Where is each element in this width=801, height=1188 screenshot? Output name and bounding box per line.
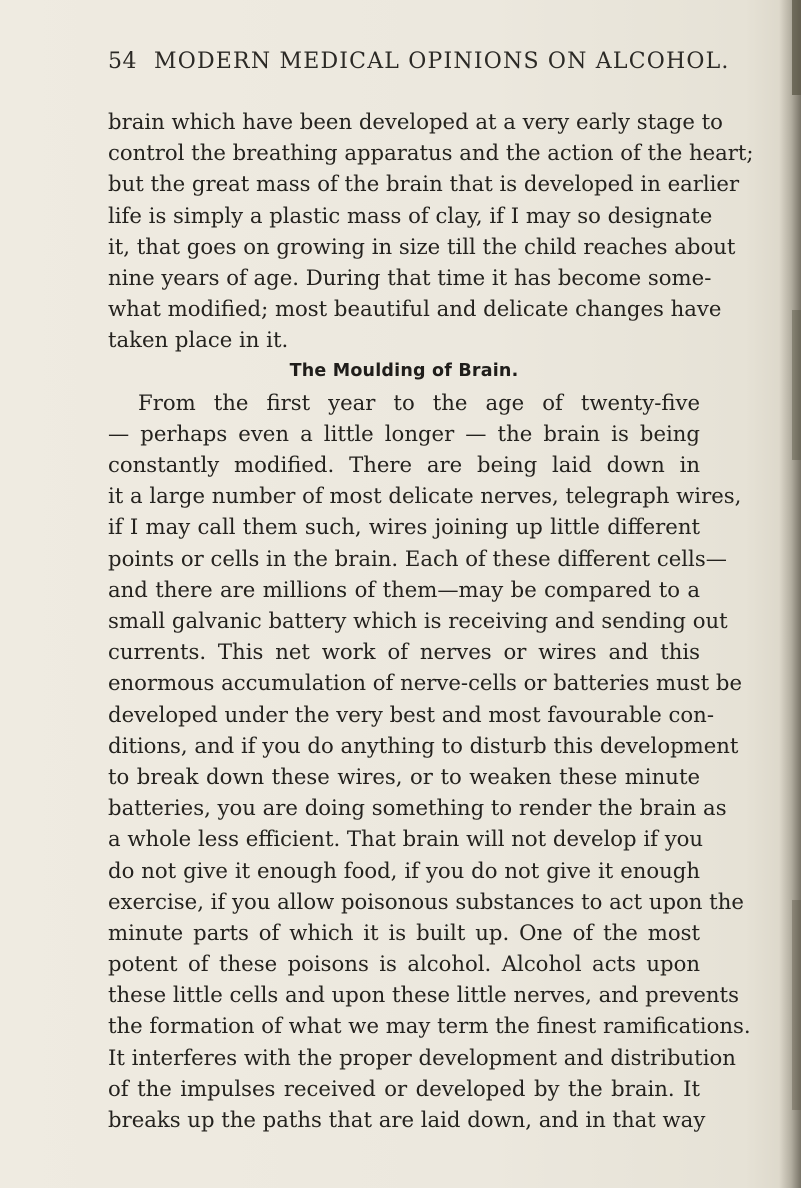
text-line: taken place in it. <box>108 327 289 353</box>
text-line: minute parts of which it is built up. One of the most <box>108 919 700 945</box>
text-line: enormous accumulation of nerve-cells or batteries must be <box>108 670 743 696</box>
text-line: it a large number of most delicate nerves, telegraph wires, <box>108 483 742 509</box>
page-edge-mark-middle <box>792 310 801 460</box>
text-line: but the great mass of the brain that is developed in earlier <box>108 171 740 197</box>
page-edge-mark-top <box>792 0 801 95</box>
text-line: brain which have been developed at a very early stage to <box>108 109 723 134</box>
text-line: of the impulses received or developed by the brain. It <box>108 1075 700 1101</box>
page-edge-mark-lower <box>792 900 801 1110</box>
text-line: small galvanic battery which is receiving and sending out <box>108 608 728 633</box>
text-line: developed under the very best and most favourable con- <box>108 701 714 727</box>
text-line: these little cells and upon these little nerves, and prevents <box>108 982 739 1008</box>
text-line: control the breathing apparatus and the action of the heart; <box>108 140 754 166</box>
body-text <box>108 106 754 1135</box>
text-line: a whole less efficient. That brain will not develop if you <box>108 826 704 852</box>
text-line: From the first year to the age of twenty-five <box>138 389 700 415</box>
page-header <box>108 49 730 83</box>
text-line: — perhaps even a little longer — the brain is being <box>108 420 700 446</box>
text-line: constantly modified. There are being laid down in <box>108 452 700 478</box>
text-line: nine years of age. During that time it has become some- <box>108 264 712 290</box>
text-line: currents. This net work of nerves or wires and this <box>108 639 700 665</box>
text-line: points or cells in the brain. Each of these different cells— <box>108 545 727 571</box>
text-line: exercise, if you allow poisonous substances to act upon the <box>108 888 744 914</box>
text-line: and there are millions of them—may be compared to a <box>108 576 700 602</box>
text-line: if I may call them such, wires joining up little different <box>108 514 700 540</box>
text-line: batteries, you are doing something to render the brain as <box>108 795 727 821</box>
text-line: to break down these wires, or to weaken these minute <box>108 763 700 789</box>
text-line: potent of these poisons is alcohol. Alcohol acts upon <box>108 951 700 977</box>
text-line: ditions, and if you do anything to disturb this development <box>108 732 739 758</box>
section-subheading: The Moulding of Brain. <box>289 360 519 381</box>
running-head: MODERN MEDICAL OPINIONS ON ALCOHOL. <box>154 49 730 74</box>
text-line: what modified; most beautiful and delicate changes have <box>108 296 722 322</box>
text-line: It interferes with the proper development and distribution <box>108 1044 736 1070</box>
text-line: breaks up the paths that are laid down, and in that way <box>108 1107 706 1132</box>
text-line: it, that goes on growing in size till the child reaches about <box>108 233 736 259</box>
text-line: the formation of what we may term the finest ramifications. <box>108 1013 751 1039</box>
page-number: 54 <box>108 49 137 74</box>
text-line: life is simply a plastic mass of clay, if I may so designate <box>108 202 713 228</box>
text-line: do not give it enough food, if you do not give it enough <box>108 857 700 883</box>
